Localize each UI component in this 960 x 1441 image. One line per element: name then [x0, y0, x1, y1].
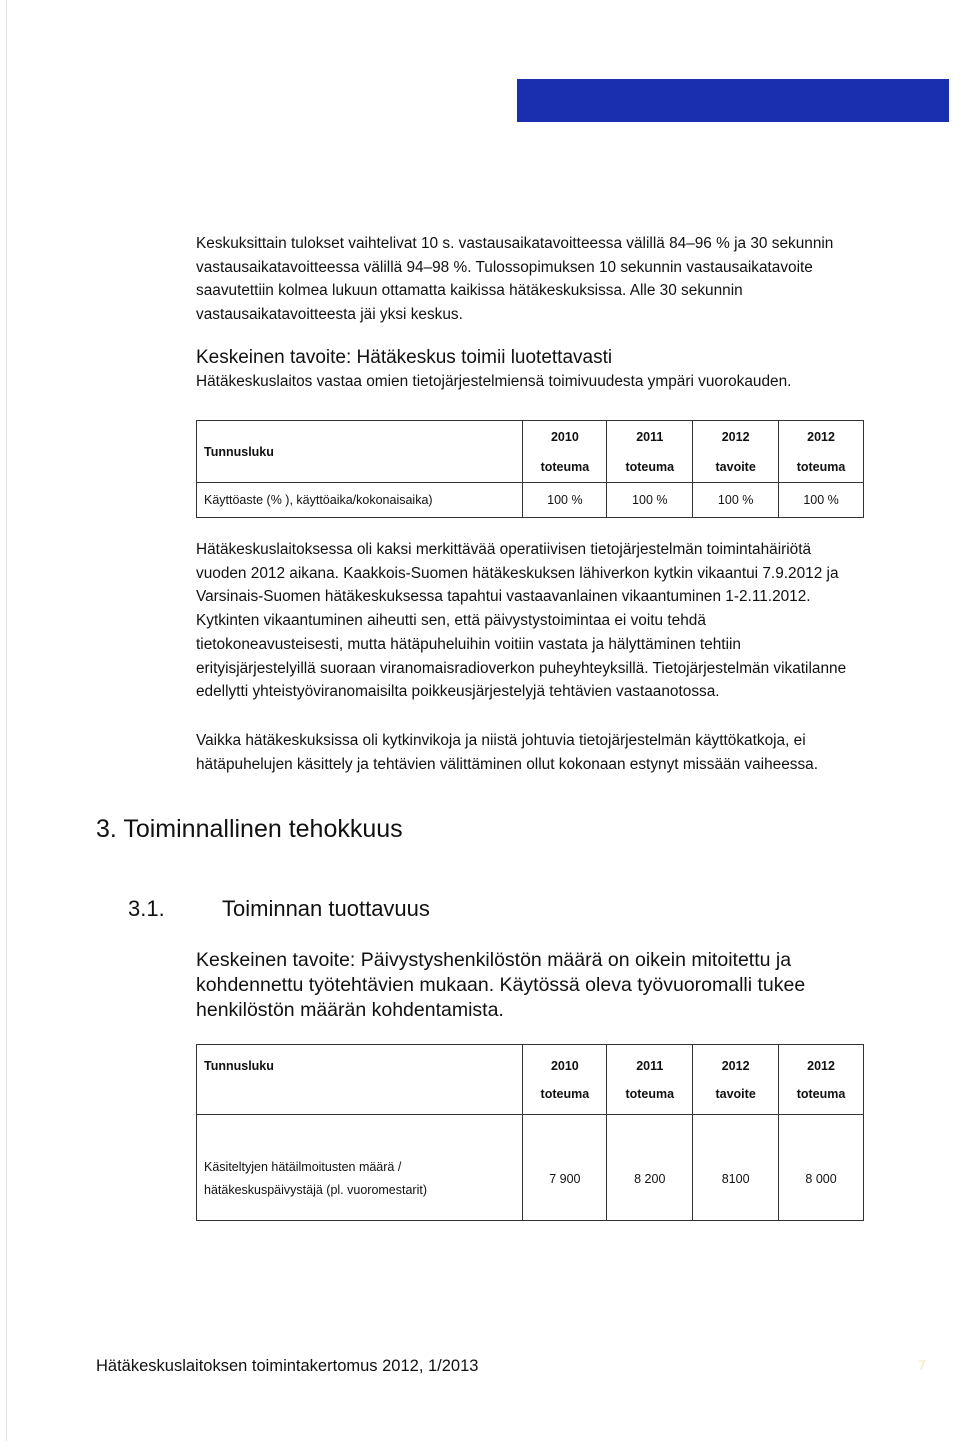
text-line: kohdennettu työtehtävien mukaan. Käytössä oleva työvuoromalli tukee: [196, 974, 806, 996]
column-header: 2010 toteuma: [523, 1045, 607, 1115]
column-header: 2012 tavoite: [693, 1045, 779, 1115]
table-row: [197, 483, 864, 518]
subsection-number: 3.1.: [128, 896, 165, 921]
cell-value: 8 000: [779, 1115, 864, 1221]
text-line: edellytti yhteistyöviranomaisilta poikkeusjärjestelyjä tehtävien vastaanotossa.: [196, 683, 720, 701]
text-line: vastausaikatavoitteessa välillä 94–98 %. Tulossopimuksen 10 sekunnin vastausaikatavoite: [196, 258, 813, 276]
cell-value: 100 %: [523, 483, 607, 518]
goal-subtitle: Hätäkeskuslaitos vastaa omien tietojärjestelmiensä toimivuudesta ympäri vuorokauden.: [196, 373, 792, 390]
goal2-text: [196, 948, 856, 1023]
text-line: vuoden 2012 aikana. Kaakkois-Suomen hätäkeskuksen lähiverkon kytkin vikaantui 7.9.2012 ja: [196, 564, 839, 582]
text-line: tietokoneavusteisesti, mutta hätäpuheluihin voitiin vastata ja hälyttäminen tehtiin: [196, 635, 741, 653]
cell-value: 100 %: [779, 483, 864, 518]
text-line: Kytkinten vikaantuminen aiheutti sen, että päivystystoimintaa ei voitu tehdä: [196, 612, 706, 630]
header-color-bar: [517, 79, 949, 122]
text-line: Keskuksittain tulokset vaihtelivat 10 s. vastausaikatavoitteessa välillä 84–96 % ja 30 sekunnin: [196, 235, 834, 252]
text-line: Hätäkeskuslaitoksessa oli kaksi merkittävää operatiivisen tietojärjestelmän toimintahäiriötä: [196, 541, 812, 558]
section-heading: 3. Toiminnallinen tehokkuus: [96, 815, 403, 843]
productivity-table: [196, 1044, 864, 1221]
cell-value: 100 %: [607, 483, 693, 518]
text-line: hätäpuhelujen käsittely ja tehtävien välittäminen ollut kokonaan estynyt missään vaiheessa.: [196, 755, 818, 773]
cell-value: 100 %: [693, 483, 779, 518]
cell-value: 7 900: [523, 1115, 607, 1221]
table-row: [197, 1115, 864, 1221]
cell-value: 8 200: [607, 1115, 693, 1221]
goal-title: Keskeinen tavoite: Hätäkeskus toimii luotettavasti: [196, 347, 613, 368]
text-line: erityisjärjestelyillä suoraan viranomaisradioverkon puheyhteyksillä. Tietojärjestelmän vikatilanne: [196, 659, 847, 677]
row-label-line: hätäkeskuspäivystäjä (pl. vuoromestarit): [204, 1182, 428, 1197]
page-number: 7: [918, 1357, 926, 1373]
column-header: 2011 toteuma: [607, 421, 693, 483]
footer-text: Hätäkeskuslaitoksen toimintakertomus 2012, 1/2013: [96, 1357, 479, 1375]
column-header: 2012 toteuma: [779, 421, 864, 483]
subsection-heading: Toiminnan tuottavuus: [222, 896, 430, 921]
text-line: Keskeinen tavoite: Päivystyshenkilöstön määrä on oikein mitoitettu ja: [196, 949, 792, 971]
column-header: 2011 toteuma: [607, 1045, 693, 1115]
column-header: 2012 toteuma: [779, 1045, 864, 1115]
incident-paragraph: [196, 538, 846, 704]
availability-table: [196, 420, 864, 518]
page-edge-line: [6, 0, 7, 1441]
column-header: 2010 toteuma: [523, 421, 607, 483]
text-line: Vaikka hätäkeskuksissa oli kytkinvikoja ja niistä johtuvia tietojärjestelmän käyttökatkoja, ei: [196, 732, 806, 749]
table-header-row: [197, 1045, 864, 1115]
column-header: 2012 tavoite: [693, 421, 779, 483]
row-label-line: Käsiteltyjen hätäilmoitusten määrä /: [204, 1159, 402, 1174]
text-line: Varsinais-Suomen hätäkeskuksessa tapahtui vastaavanlainen vikaantuminen 1-2.11.2012.: [196, 588, 811, 606]
indicator-header: Tunnusluku: [197, 1045, 523, 1115]
table-header-row: [197, 421, 864, 483]
conclusion-paragraph: [196, 729, 818, 776]
indicator-header: Tunnusluku: [197, 421, 523, 483]
text-line: henkilöstön määrän kohdentamista.: [196, 999, 504, 1021]
cell-value: 8100: [693, 1115, 779, 1221]
text-line: vastausaikatavoitteesta jäi yksi keskus.: [196, 306, 463, 324]
intro-paragraph: [196, 232, 833, 327]
row-label: Käyttöaste (% ), käyttöaika/kokonaisaika): [197, 483, 523, 518]
text-line: saavutettiin kolmea lukuun ottamatta kaikissa hätäkeskuksissa. Alle 30 sekunnin: [196, 282, 743, 300]
row-label: [197, 1115, 523, 1221]
